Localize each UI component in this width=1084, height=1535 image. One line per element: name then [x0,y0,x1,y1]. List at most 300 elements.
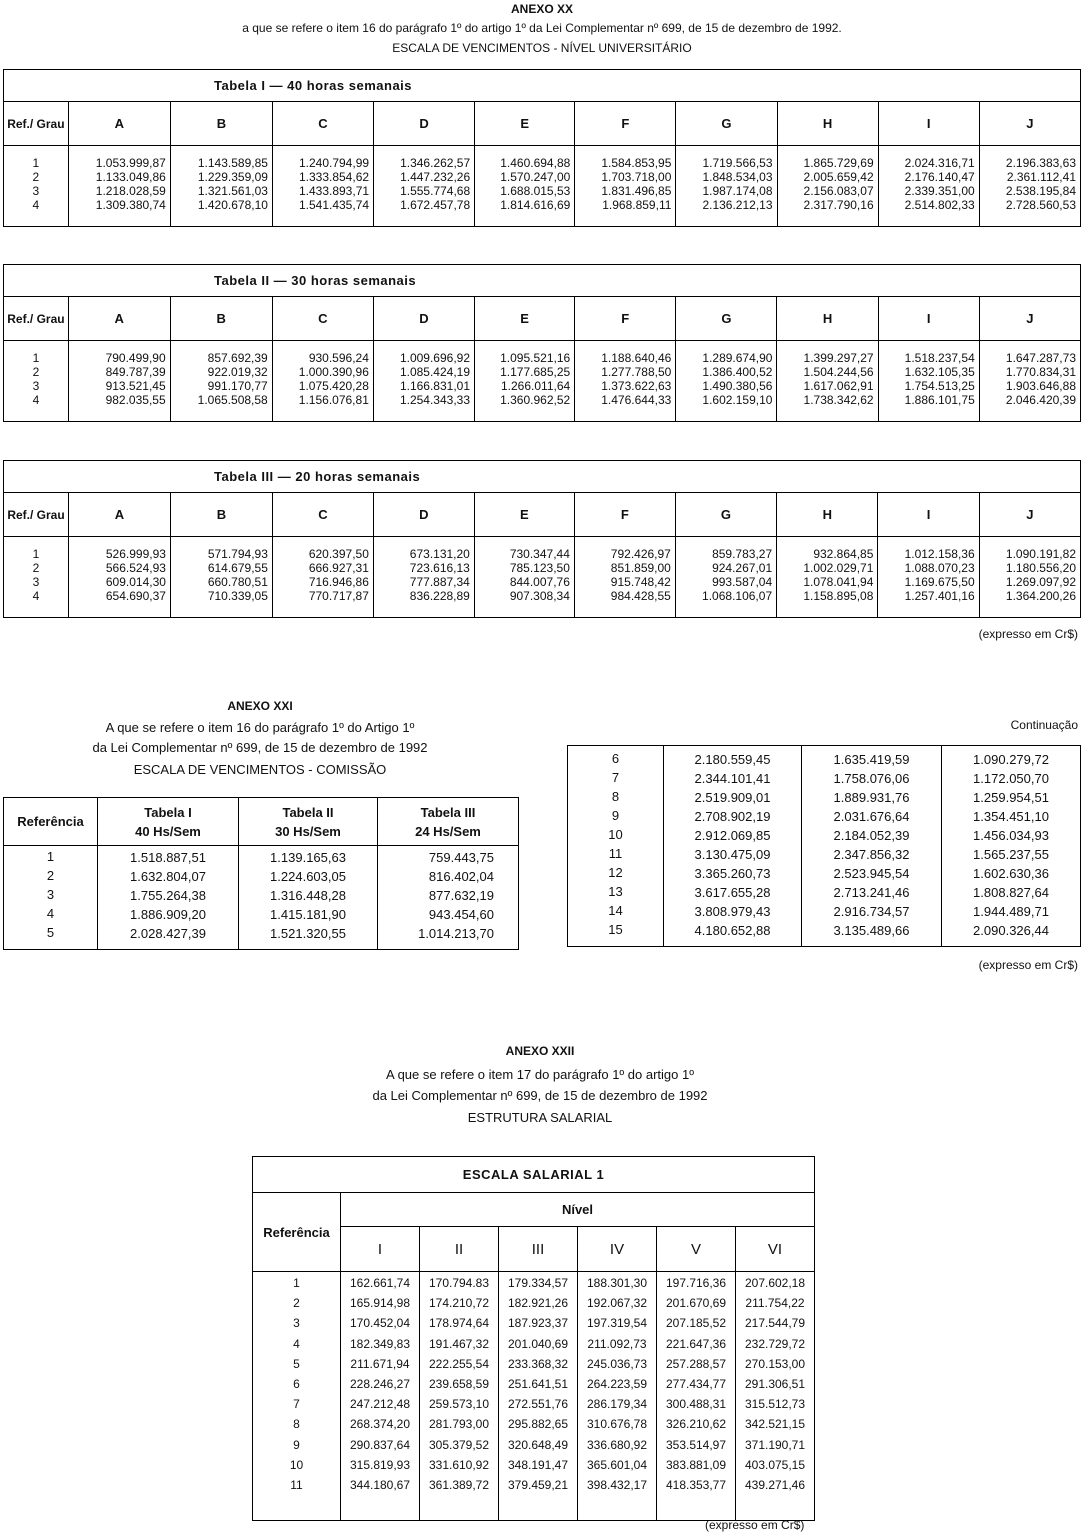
grade-col-i [878,537,979,618]
cell-value: 1.257.401,16 [904,589,975,603]
cell-value: 1.433.893,71 [298,184,370,198]
cell-value: 1.754.513,25 [904,379,975,393]
cell-value: 857.692,39 [207,351,268,365]
cell-value: 1.373.622,63 [601,379,672,393]
grade-col-d [373,341,474,422]
cell-value: 5 [46,925,55,940]
cell-value: 1.399.297,27 [803,351,874,365]
header-tabela-1 [98,798,239,846]
cell-value: 170.452,04 [349,1316,411,1331]
header-grade-d: D [373,297,474,341]
cell-value: 221.647,36 [665,1336,727,1351]
grade-col-j [979,537,1080,618]
cell-value: 710.339,05 [207,589,268,603]
cell-value: 2 [32,561,40,575]
cell-value: 1.224.603,05 [270,869,346,884]
cell-value: 2.519.909,01 [694,790,771,805]
cell-value: 315.819,93 [349,1457,411,1472]
cell-value: 993.587,04 [712,575,773,589]
cell-value: 383.881,09 [665,1457,727,1472]
header-referencia: Referência [4,798,98,846]
cell-value: 1.635.419,59 [833,752,910,767]
cell-value: 1.584.853,95 [601,156,672,170]
cell-value: 197.319,54 [586,1316,648,1331]
header-grade-d: D [374,102,475,146]
header-grade-b: B [170,297,272,341]
cell-value: 851.859,00 [610,561,671,575]
anexo-xx-title: ANEXO XX [510,2,573,16]
cell-value: 2 [46,868,55,883]
header-grade-i: I [878,493,979,537]
grade-col-h [777,146,878,227]
anexo-xxii-title: ANEXO XXII [505,1044,575,1058]
cell-value: 207.185,52 [665,1316,727,1331]
cell-value: 3.135.489,66 [833,923,910,938]
refs-col [4,846,98,950]
cell-value: 2.196.383,63 [1005,156,1076,170]
cell-value: 232.729,72 [744,1336,806,1351]
cell-value: 1.447.232,26 [400,170,471,184]
cell-value: 268.374,20 [349,1417,411,1432]
cell-value: 4 [293,1336,300,1351]
grade-col-a [68,537,170,618]
cell-value: 3.808.979,43 [694,904,771,919]
cell-value: 365.601,04 [586,1457,648,1472]
cell-value: 2.728.560,53 [1005,198,1076,212]
anexo-xxi-heading: ESCALA DE VENCIMENTOS - COMISSÃO [133,762,387,777]
cell-value: 816.402,04 [428,869,494,884]
anexo-xxi-title: ANEXO XXI [227,699,293,713]
cell-value: 310.676,78 [586,1417,648,1432]
cell-value: 13 [608,884,623,899]
cell-value: 4 [32,198,40,212]
cell-value: 785.123,50 [509,561,570,575]
anexo-xx-subtitle: a que se refere o item 16 do parágrafo 1º do artigo 1º da Lei Complementar nº 699, de 15 de dezembro de 1992. [242,21,842,35]
cell-value: 1.269.097,92 [1005,575,1076,589]
cell-value: 2.046.420,39 [1005,393,1076,407]
cell-value: 439.271,46 [744,1477,806,1492]
cell-value: 6 [293,1376,300,1391]
cell-value: 1.456.034,93 [973,828,1049,843]
header-tabela-3-hours: 24 Hs/Sem [415,823,481,839]
cell-value: 836.228,89 [409,589,470,603]
cell-value: 1.075.420,28 [298,379,369,393]
cell-value: 1.277.788,50 [601,365,672,379]
cell-value: 1.672.457,78 [400,198,471,212]
cell-value: 915.748,42 [610,575,671,589]
cell-value: 660.780,51 [207,575,268,589]
cell-value: 790.499,90 [105,351,166,365]
cell-value: 174.210,72 [428,1296,490,1311]
header-grade-b: B [170,493,272,537]
cell-value: 723.616,13 [409,561,470,575]
cell-value: 1.460.694,88 [500,156,571,170]
cell-value: 1.354.451,10 [973,809,1049,824]
cell-value: 1.364.200,26 [1005,589,1076,603]
refs-col [253,1272,341,1521]
refs-col [4,146,69,227]
cell-value: 1.555.774,68 [400,184,471,198]
cell-value: 924.267,01 [712,561,773,575]
cell-value: 1.504.244,56 [803,365,874,379]
cell-value: 1.259.954,51 [973,790,1049,805]
header-nivel: Nível [341,1193,815,1227]
cell-value: 1.333.854,62 [298,170,370,184]
cell-value: 286.179,34 [586,1397,648,1412]
header-grade-j: J [979,297,1080,341]
cell-value: 11 [290,1477,303,1492]
salary-table-1 [3,69,1081,227]
cell-value: 1.180.556,20 [1005,561,1076,575]
cell-value: 15 [608,922,623,937]
cell-value: 403.075,15 [744,1457,806,1472]
grade-col-c [272,146,373,227]
cell-value: 162.661,74 [349,1276,411,1290]
cell-value: 2.176.140,47 [904,170,975,184]
cell-value: 932.864,85 [813,547,874,561]
cell-value: 1.169.675,50 [904,575,975,589]
header-tabela-1-name: Tabela I [144,804,192,820]
cell-value: 1.266.011,64 [501,379,571,393]
anexo-xxi-table-part2 [567,745,1081,947]
cell-value: 1.254.343,33 [399,393,471,407]
anexo-xxii-note: (expresso em Cr$) [705,1518,805,1532]
cell-value: 239.658,59 [428,1376,490,1391]
cell-value: 716.946,86 [308,575,369,589]
grade-col-b [170,146,272,227]
header-grade-c: C [272,297,373,341]
cell-value: 2.361.112,41 [1006,170,1076,184]
cell-value: 614.679,55 [207,561,268,575]
cell-value: 8 [611,789,620,804]
header-level-ii: II [420,1227,499,1272]
grade-col-c [272,341,373,422]
cell-value: 7 [293,1397,300,1412]
cell-value: 1.158.895,08 [803,589,874,603]
cell-value: 8 [293,1417,300,1432]
cell-value: 1.156.076,81 [298,393,369,407]
cell-value: 1.240.794,99 [298,156,370,170]
cell-value: 1.090.279,72 [973,752,1049,767]
level-col-iv [578,1272,657,1521]
cell-value: 348.191,47 [507,1457,569,1472]
cell-value: 1.647.287,73 [1005,351,1076,365]
cell-value: 281.793,00 [428,1417,490,1432]
cell-value: 3 [46,887,55,902]
header-ref-grau: Ref./ Grau [4,493,69,537]
grade-col-b [170,537,272,618]
cell-value: 320.648,49 [507,1437,569,1452]
cell-value: 182.921,26 [507,1296,569,1311]
cell-value: 2 [32,365,40,379]
tabela-1-col [98,846,239,950]
cell-value: 10 [289,1457,304,1472]
cell-value: 182.349,83 [349,1336,411,1351]
cell-value: 1.738.342,62 [803,393,874,407]
cell-value: 1.166.831,01 [399,379,471,393]
cell-value: 300.488,31 [665,1397,727,1412]
cell-value: 730.347,44 [509,547,570,561]
cell-value: 1.309.380,74 [95,198,166,212]
header-grade-a: A [68,102,170,146]
cell-value: 9 [611,808,620,823]
level-col-iii [499,1272,578,1521]
cell-value: 290.837,64 [349,1437,411,1452]
cell-value: 2.136.212,13 [702,198,773,212]
cell-value: 201.040,69 [507,1336,569,1351]
level-col-vi [736,1272,815,1521]
cell-value: 9 [293,1437,300,1452]
cell-value: 1.632.804,07 [130,869,206,884]
header-grade-f: F [575,102,676,146]
cell-value: 2.317.790,16 [803,198,874,212]
cell-value: 1.886.101,75 [904,393,975,407]
grade-col-d [373,537,474,618]
cell-value: 3.617.655,28 [694,885,771,900]
grade-col-g [675,537,776,618]
cell-value: 2.339.351,00 [904,184,975,198]
cell-value: 1.968.859,11 [602,198,672,212]
cell-value: 6 [611,751,620,766]
grade-col-j [979,146,1080,227]
level-col-ii [420,1272,499,1521]
cell-value: 1.009.696,92 [399,351,471,365]
cell-value: 1 [32,547,40,561]
header-grade-b: B [170,102,272,146]
cell-value: 12 [608,865,623,880]
cell-value: 187.923,37 [507,1316,569,1331]
cell-value: 11 [608,846,623,861]
cell-value: 907.308,34 [509,589,570,603]
cell-value: 2.514.802,33 [904,198,975,212]
cell-value: 1 [46,849,55,864]
cell-value: 859.783,27 [712,547,773,561]
grade-col-g [676,341,777,422]
cell-value: 1.415.181,90 [270,907,346,922]
grade-col-g [676,146,777,227]
cell-value: 257.288,57 [665,1356,727,1371]
header-grade-a: A [68,297,170,341]
tabela-1-col [664,746,802,947]
cell-value: 1.518.237,54 [904,351,975,365]
cell-value: 1.541.435,74 [298,198,370,212]
header-grade-f: F [574,493,675,537]
cell-value: 272.551,76 [507,1397,569,1412]
cell-value: 1.831.496,85 [601,184,672,198]
tabela-2-col [239,846,378,950]
cell-value: 188.301,30 [586,1276,648,1290]
cell-value: 1.143.589,85 [197,156,268,170]
cell-value: 1.632.105,35 [904,365,975,379]
cell-value: 1.903.646,88 [1005,379,1076,393]
cell-value: 1.229.359,09 [197,170,268,184]
grade-col-h [777,341,878,422]
cell-value: 2.005.659,42 [803,170,874,184]
header-level-iii: III [499,1227,578,1272]
cell-value: 305.379,52 [428,1437,490,1452]
grade-col-b [170,341,272,422]
cell-value: 1.068.106,07 [702,589,773,603]
cell-value: 291.306,51 [744,1376,806,1391]
cell-value: 1.218.028,59 [95,184,166,198]
cell-value: 1.889.931,76 [833,790,910,805]
grade-col-i [878,146,979,227]
refs-col [4,537,69,618]
cell-value: 277.434,77 [665,1376,727,1391]
header-grade-c: C [272,102,373,146]
cell-value: 1 [32,351,40,365]
cell-value: 2.031.676,64 [833,809,910,824]
cell-value: 192.067,32 [586,1296,648,1311]
grade-col-j [979,341,1080,422]
cell-value: 1.518.887,51 [130,850,206,865]
cell-value: 3 [32,379,40,393]
cell-value: 2.713.241,46 [833,885,910,900]
header-tabela-2-name: Tabela II [282,804,334,820]
grade-col-e [475,146,575,227]
cell-value: 1.521.320,55 [270,926,346,941]
header-grade-e: E [474,493,574,537]
level-col-v [657,1272,736,1521]
cell-value: 191.467,32 [428,1336,490,1351]
cell-value: 673.131,20 [409,547,470,561]
cell-value: 1.814.616,69 [500,198,571,212]
cell-value: 1.688.015,53 [500,184,571,198]
cell-value: 2.344.101,41 [694,771,771,786]
header-ref-grau: Ref./ Grau [4,297,69,341]
header-level-vi: VI [736,1227,815,1272]
cell-value: 1.133.049,86 [95,170,166,184]
cell-value: 1.865.729,69 [803,156,874,170]
header-level-i: I [341,1227,420,1272]
cell-value: 233.368,32 [507,1356,569,1371]
cell-value: 991.170,77 [207,379,268,393]
cell-value: 1.014.213,70 [418,926,494,941]
grade-col-d [374,146,475,227]
cell-value: 10 [608,827,623,842]
cell-value: 2.538.195,84 [1005,184,1076,198]
cell-value: 1.755.264,38 [130,888,206,903]
cell-value: 1.078.041,94 [803,575,874,589]
cell-value: 201.670,69 [665,1296,727,1311]
cell-value: 654.690,37 [105,589,166,603]
cell-value: 571.794,93 [207,547,268,561]
cell-value: 2.916.734,57 [833,904,910,919]
cell-value: 2.708.902,19 [694,809,771,824]
cell-value: 3.365.260,73 [694,866,771,881]
cell-value: 609.014,30 [105,575,166,589]
cell-value: 1.703.718,00 [601,170,672,184]
grade-col-a [68,341,170,422]
cell-value: 228.246,27 [349,1376,411,1391]
cell-value: 1.316.448,28 [270,888,346,903]
escala-salarial-table [252,1156,815,1521]
header-tabela-3-name: Tabela III [420,804,476,820]
cell-value: 1.758.076,06 [833,771,910,786]
cell-value: 1.346.262,57 [400,156,471,170]
anexo-xxii-subtitle-1: A que se refere o item 17 do parágrafo 1º do artigo 1º [386,1067,694,1082]
header-grade-j: J [979,493,1080,537]
cell-value: 3 [32,575,40,589]
cell-value: 1 [293,1276,300,1290]
cell-value: 371.190,71 [744,1437,806,1452]
cell-value: 1.000.390,96 [298,365,369,379]
grade-col-f [575,146,676,227]
cell-value: 777.887,34 [409,575,470,589]
cell-value: 2.523.945,54 [833,866,910,881]
header-grade-g: G [676,297,777,341]
cell-value: 178.974,64 [428,1316,490,1331]
cell-value: 943.454,60 [428,907,494,922]
anexo-xxi-table-part1 [3,797,519,950]
cell-value: 1.565.237,55 [973,847,1049,862]
cell-value: 353.514,97 [665,1437,727,1452]
cell-value: 264.223,59 [586,1376,648,1391]
cell-value: 849.787,39 [105,365,166,379]
tabela-3-col [378,846,519,950]
cell-value: 1.090.191,82 [1005,547,1076,561]
header-grade-h: H [777,493,878,537]
anexo-xx-heading: ESCALA DE VENCIMENTOS - NÍVEL UNIVERSITÁRIO [392,41,692,55]
cell-value: 2.156.083,07 [803,184,874,198]
continuation-label: Continuação [1010,718,1078,732]
cell-value: 222.255,54 [428,1356,490,1371]
cell-value: 2.028.427,39 [130,926,206,941]
cell-value: 526.999,93 [105,547,166,561]
cell-value: 3 [293,1316,300,1331]
cell-value: 984.428,55 [610,589,671,603]
cell-value: 1.490.380,56 [702,379,773,393]
header-grade-g: G [676,102,777,146]
cell-value: 247.212,48 [349,1397,411,1412]
cell-value: 1.808.827,64 [973,885,1049,900]
header-grade-e: E [475,102,575,146]
anexo-xxi-note: (expresso em Cr$) [978,958,1078,972]
header-ref-grau: Ref./ Grau [4,102,69,146]
header-grade-i: I [878,297,979,341]
cell-value: 1.944.489,71 [973,904,1049,919]
grade-col-e [474,537,574,618]
cell-value: 1.770.834,31 [1005,365,1076,379]
tabela-2-col [802,746,942,947]
cell-value: 3 [32,184,40,198]
header-grade-a: A [68,493,170,537]
salary-table-3 [3,460,1081,618]
cell-value: 1.177.685,25 [500,365,571,379]
salary-table-2 [3,264,1081,422]
grade-col-f [574,537,675,618]
cell-value: 1.360.962,52 [500,393,571,407]
cell-value: 620.397,50 [308,547,369,561]
cell-value: 844.007,76 [509,575,570,589]
cell-value: 1.139.165,63 [270,850,346,865]
cell-value: 930.596,24 [308,351,369,365]
tabela-3-col [942,746,1081,947]
cell-value: 877.632,19 [428,888,494,903]
cell-value: 2.912.069,85 [694,828,771,843]
refs-col [4,341,69,422]
anexo-xxii-subtitle-2: da Lei Complementar nº 699, de 15 de dezembro de 1992 [372,1088,708,1103]
header-grade-h: H [777,102,878,146]
cell-value: 245.036,73 [586,1356,648,1371]
cell-value: 379.459,21 [507,1477,569,1492]
cell-value: 344.180,67 [349,1477,411,1492]
cell-value: 197.716,36 [665,1276,727,1290]
cell-value: 1.053.999,87 [95,156,166,170]
grade-col-a [68,146,170,227]
header-grade-e: E [475,297,575,341]
cell-value: 170.794.83 [428,1276,490,1290]
